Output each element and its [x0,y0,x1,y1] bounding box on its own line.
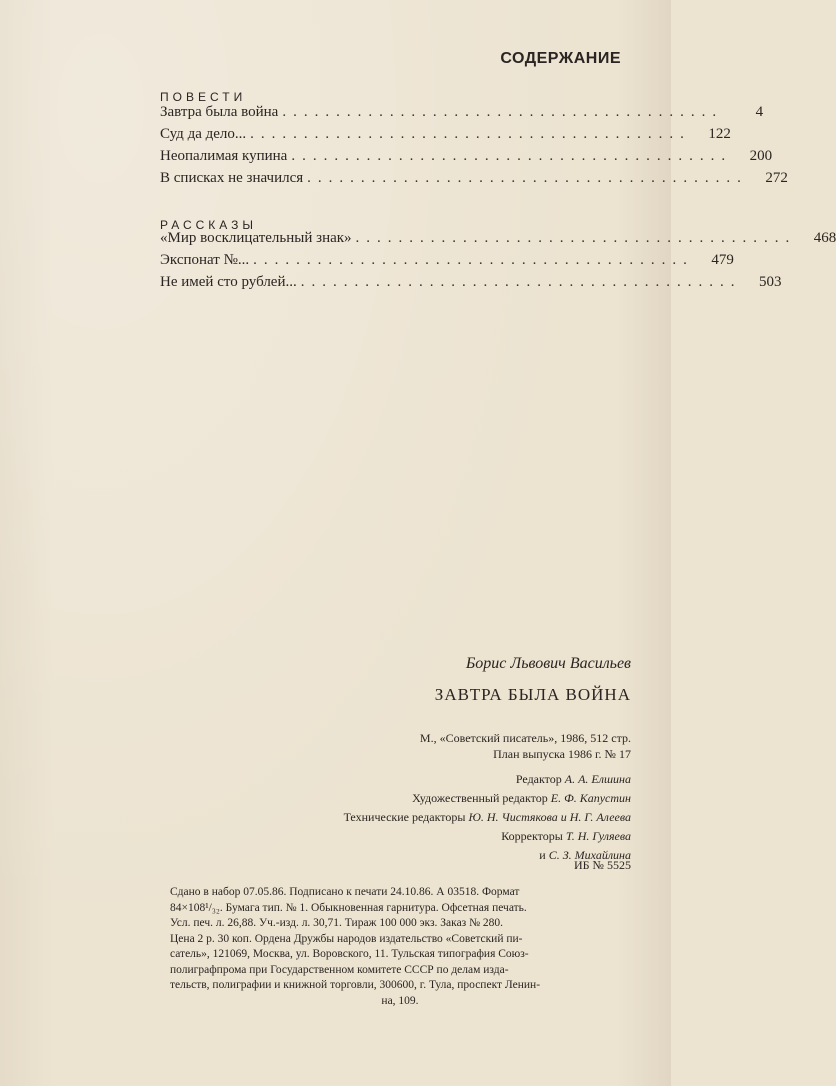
credit-names: А. А. Елшина [564,772,631,786]
toc-entry-page: 479 [711,252,734,268]
credit-names: Ю. Н. Чистякова и Н. Г. Алеева [468,810,631,824]
colophon-line: полиграфпрома при Государственном комитете СССР по делам изда- [170,963,509,976]
toc-entry [160,274,782,296]
credit-names: С. З. Михайлина [548,848,631,862]
toc-entry-page: 503 [759,274,782,290]
colophon-line: 84×108¹/₃₂. Бумага тип. № 1. Обыкновенная гарнитура. Офсетная печать. [170,901,527,914]
toc-leader-dots: ......................................... [291,148,733,164]
ib-number: ИБ № 5525 [573,858,631,872]
toc-entry-title: В списках не значился [160,170,304,186]
toc-entry [160,104,764,126]
credits-block [344,770,631,865]
credit-line [344,789,631,808]
toc-entry-page: 468 [813,230,836,246]
credit-role: Технические редакторы [343,810,466,824]
publisher-line: М., «Советский писатель», 1986, 512 стр. [419,731,631,745]
author-name: Борис Львович Васильев [465,655,631,672]
toc-list-rasskazy [160,230,836,296]
toc-entry-title: «Мир восклицательный знак» [160,230,352,246]
section-label-rasskazy: РАССКАЗЫ [160,218,258,232]
section-label-povesti: ПОВЕСТИ [160,90,247,104]
toc-entry-title: Неопалимая купина [160,148,288,164]
toc-entry [160,148,773,170]
toc-entry [160,170,788,192]
toc-leader-dots: ......................................... [355,230,797,246]
book-title: ЗАВТРА БЫЛА ВОЙНА [434,685,631,704]
colophon-line: тельств, полиграфии и книжной торговли, 300600, г. Тула, проспект Ленин- [170,979,541,991]
credit-line [344,808,631,827]
publication-info [420,730,631,762]
credit-role: Художественный редактор [412,791,548,805]
toc-entry-title: Экспонат №... [160,252,250,268]
colophon [170,885,630,1009]
credit-names: Т. Н. Гуляева [565,829,631,843]
toc-entry [160,230,836,252]
toc-heading: СОДЕРЖАНИЕ [500,50,621,67]
toc-entry-page: 4 [755,104,764,120]
credit-line [344,827,631,846]
colophon-line: Сдано в набор 07.05.86. Подписано к печати 24.10.86. А 03518. Формат [170,886,520,898]
toc-entry-title: Завтра была война [160,104,279,120]
toc-entry-title: Не имей сто рублей... [160,274,297,290]
credit-role: и [539,848,546,862]
toc-entry [160,126,731,148]
colophon-line: сатель», 121069, Москва, ул. Воровского, 11. Тульская типография Союз- [170,948,529,960]
colophon-line: Усл. печ. л. 26,88. Уч.-изд. л. 30,71. Тираж 100 000 экз. Заказ № 280. [170,917,504,929]
plan-line: План выпуска 1986 г. № 17 [493,747,631,761]
credit-names: Е. Ф. Капустин [550,791,631,805]
toc-leader-dots: ......................................... [253,252,694,268]
toc-entry-title: Суд да дело... [160,126,247,142]
toc-entry-page: 200 [749,148,773,164]
credit-line [344,770,631,789]
toc-list-povesti [160,104,788,192]
toc-leader-dots: ......................................... [307,170,748,186]
credit-role: Корректоры [501,829,563,843]
toc-entry [160,252,734,274]
colophon-line: Цена 2 р. 30 коп. Ордена Дружбы народов издательство «Советский пи- [170,932,523,945]
credit-role: Редактор [515,772,562,786]
toc-leader-dots: ......................................... [300,274,742,290]
colophon-line: на, 109. [381,994,419,1007]
toc-leader-dots: ......................................... [282,104,724,120]
toc-leader-dots: ......................................... [250,126,691,142]
toc-entry-page: 122 [708,126,731,142]
toc-entry-page: 272 [765,170,788,186]
